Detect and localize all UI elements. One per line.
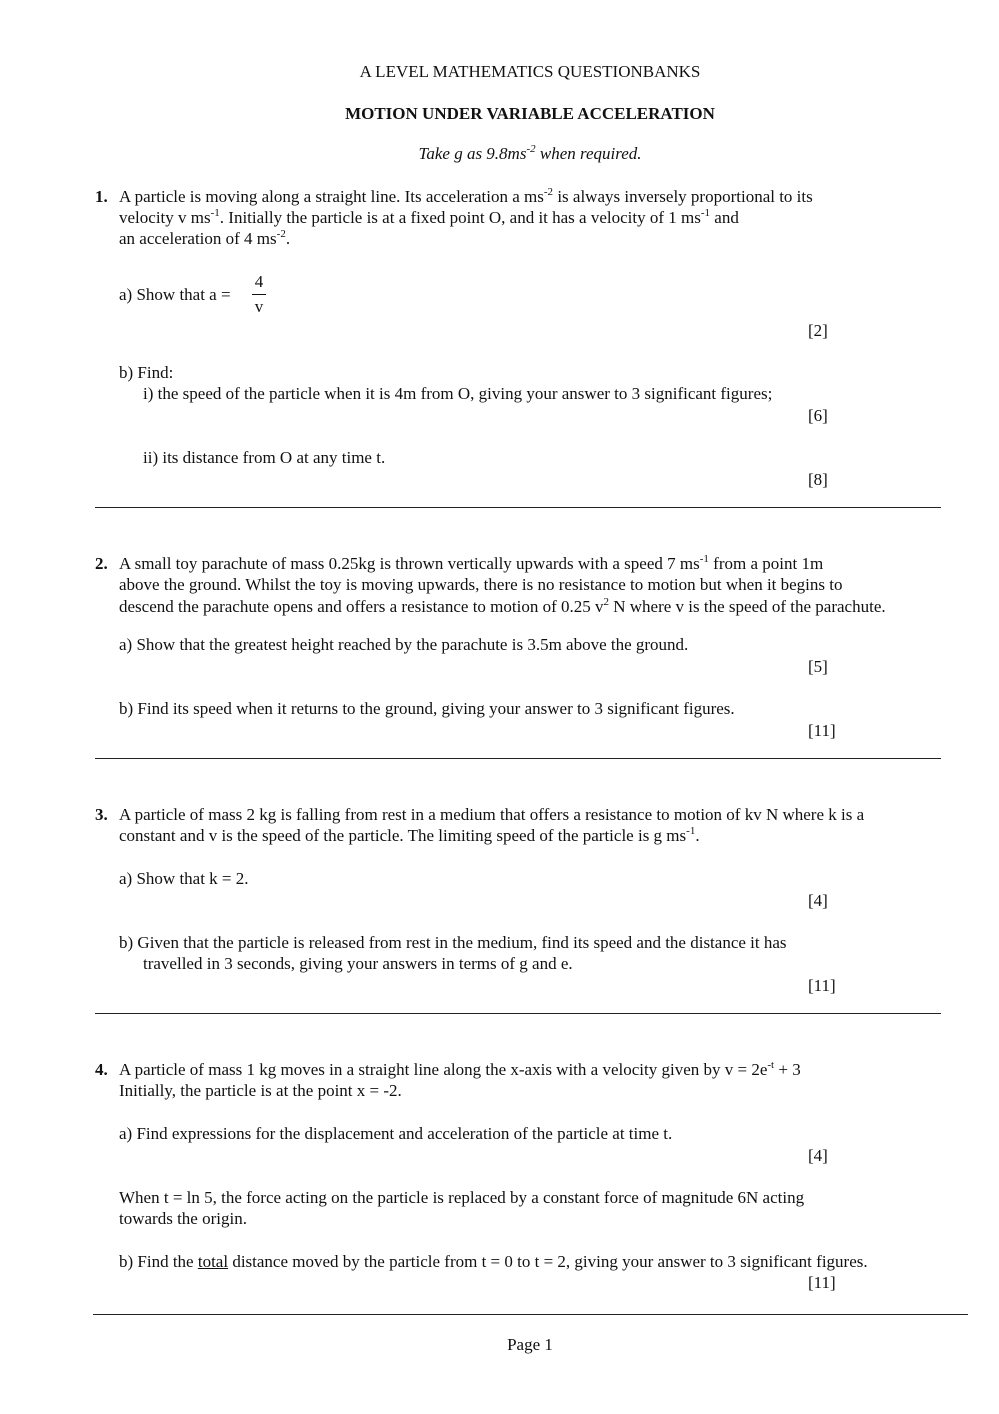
fraction-bar (252, 294, 266, 295)
divider (95, 1013, 941, 1014)
mark-allocation: [11] (808, 721, 836, 740)
question-number: 1. (95, 187, 108, 206)
mark-allocation: [5] (808, 657, 828, 676)
q2-line-2: above the ground. Whilst the toy is moving upwards, there is no resistance to motion but when it begins to (119, 575, 843, 594)
page-number: Page 1 (507, 1335, 553, 1354)
q2-line-3: descend the parachute opens and offers a resistance to motion of 0.25 $v^2$ N where v is the speed of the parachute. (119, 596, 886, 616)
question-number: 2. (95, 554, 108, 573)
mark-allocation: [4] (808, 1146, 828, 1165)
q1-part-b-label: b) Find: (119, 363, 174, 382)
q2-part-a: a) Show that the greatest height reached by the parachute is 3.5m above the ground. (119, 635, 689, 654)
q4-part-b: b) Find the total distance moved by the particle from t = 0 to t = 2, giving your answer to 3 significant figures. (119, 1252, 868, 1271)
q3-part-b-line-2: travelled in 3 seconds, giving your answers in terms of g and e. (143, 954, 573, 973)
fraction-numerator: 4 (254, 272, 264, 291)
q1-line-1: A particle is moving along a straight line. Its acceleration a $ms^{-2}$ is always inversely proportional to its (119, 186, 813, 206)
q1-part-b-i: i) the speed of the particle when it is 4m from O, giving your answer to 3 significant figures; (143, 384, 773, 403)
mark-allocation: [4] (808, 891, 828, 910)
note-sup: -2 (526, 143, 536, 155)
q3-line-1: A particle of mass 2 kg is falling from rest in a medium that offers a resistance to motion of kv N where k is a (119, 805, 865, 824)
header-subtitle: MOTION UNDER VARIABLE ACCELERATION (345, 104, 715, 123)
fraction-denominator: v (254, 297, 264, 316)
q3-part-b-line-1: b) Given that the particle is released from rest in the medium, find its speed and the distance it has (119, 933, 787, 952)
footer-rule (93, 1314, 968, 1315)
q1-line-3: an acceleration of 4 $ms^{-2}$. (119, 228, 291, 248)
mark-allocation: [6] (808, 406, 828, 425)
mark-allocation: [11] (808, 1273, 836, 1292)
emphasis-total: total (197, 1252, 229, 1271)
q4-line-1: A particle of mass 1 kg moves in a straight line along the x-axis with a velocity given by $v = 2e^{-t} + 3$ (119, 1059, 801, 1079)
note-text-end: when required. (535, 144, 642, 163)
mark-allocation: [8] (808, 470, 828, 489)
q4-line-2: Initially, the particle is at the point x = -2. (119, 1081, 402, 1100)
q1-line-2: velocity v $ms^{-1}$. Initially the particle is at a fixed point O, and it has a velocity of 1 $ms^{-1}$ and (119, 207, 739, 227)
mark-allocation: [11] (808, 976, 836, 995)
question-number: 4. (95, 1060, 108, 1079)
header-note (0, 143, 999, 164)
q2-line-1: A small toy parachute of mass 0.25kg is thrown vertically upwards with a speed 7 $ms^{-1}$ from a point 1m (119, 553, 824, 573)
mark-allocation: [2] (808, 321, 828, 340)
q4-mid-line-1: When t = ln 5, the force acting on the particle is replaced by a constant force of magnitude 6N acting (119, 1188, 805, 1207)
q4-part-a: a) Find expressions for the displacement and acceleration of the particle at time t. (119, 1124, 673, 1143)
divider (95, 507, 941, 508)
q2-part-b: b) Find its speed when it returns to the ground, giving your answer to 3 significant figures. (119, 699, 735, 718)
q3-part-a: a) Show that k = 2. (119, 869, 249, 888)
q1-part-a: a) Show that a = (119, 285, 231, 304)
q4-mid-line-2: towards the origin. (119, 1209, 247, 1228)
q1-part-b-ii: ii) its distance from O at any time t. (143, 448, 386, 467)
q3-line-2: constant and v is the speed of the particle. The limiting speed of the particle is g $ms^{-1}$. (119, 825, 700, 845)
question-number: 3. (95, 805, 108, 824)
divider (95, 758, 941, 759)
header-title: A LEVEL MATHEMATICS QUESTIONBANKS (359, 62, 701, 81)
note-text: Take g as 9.8ms (418, 144, 527, 163)
